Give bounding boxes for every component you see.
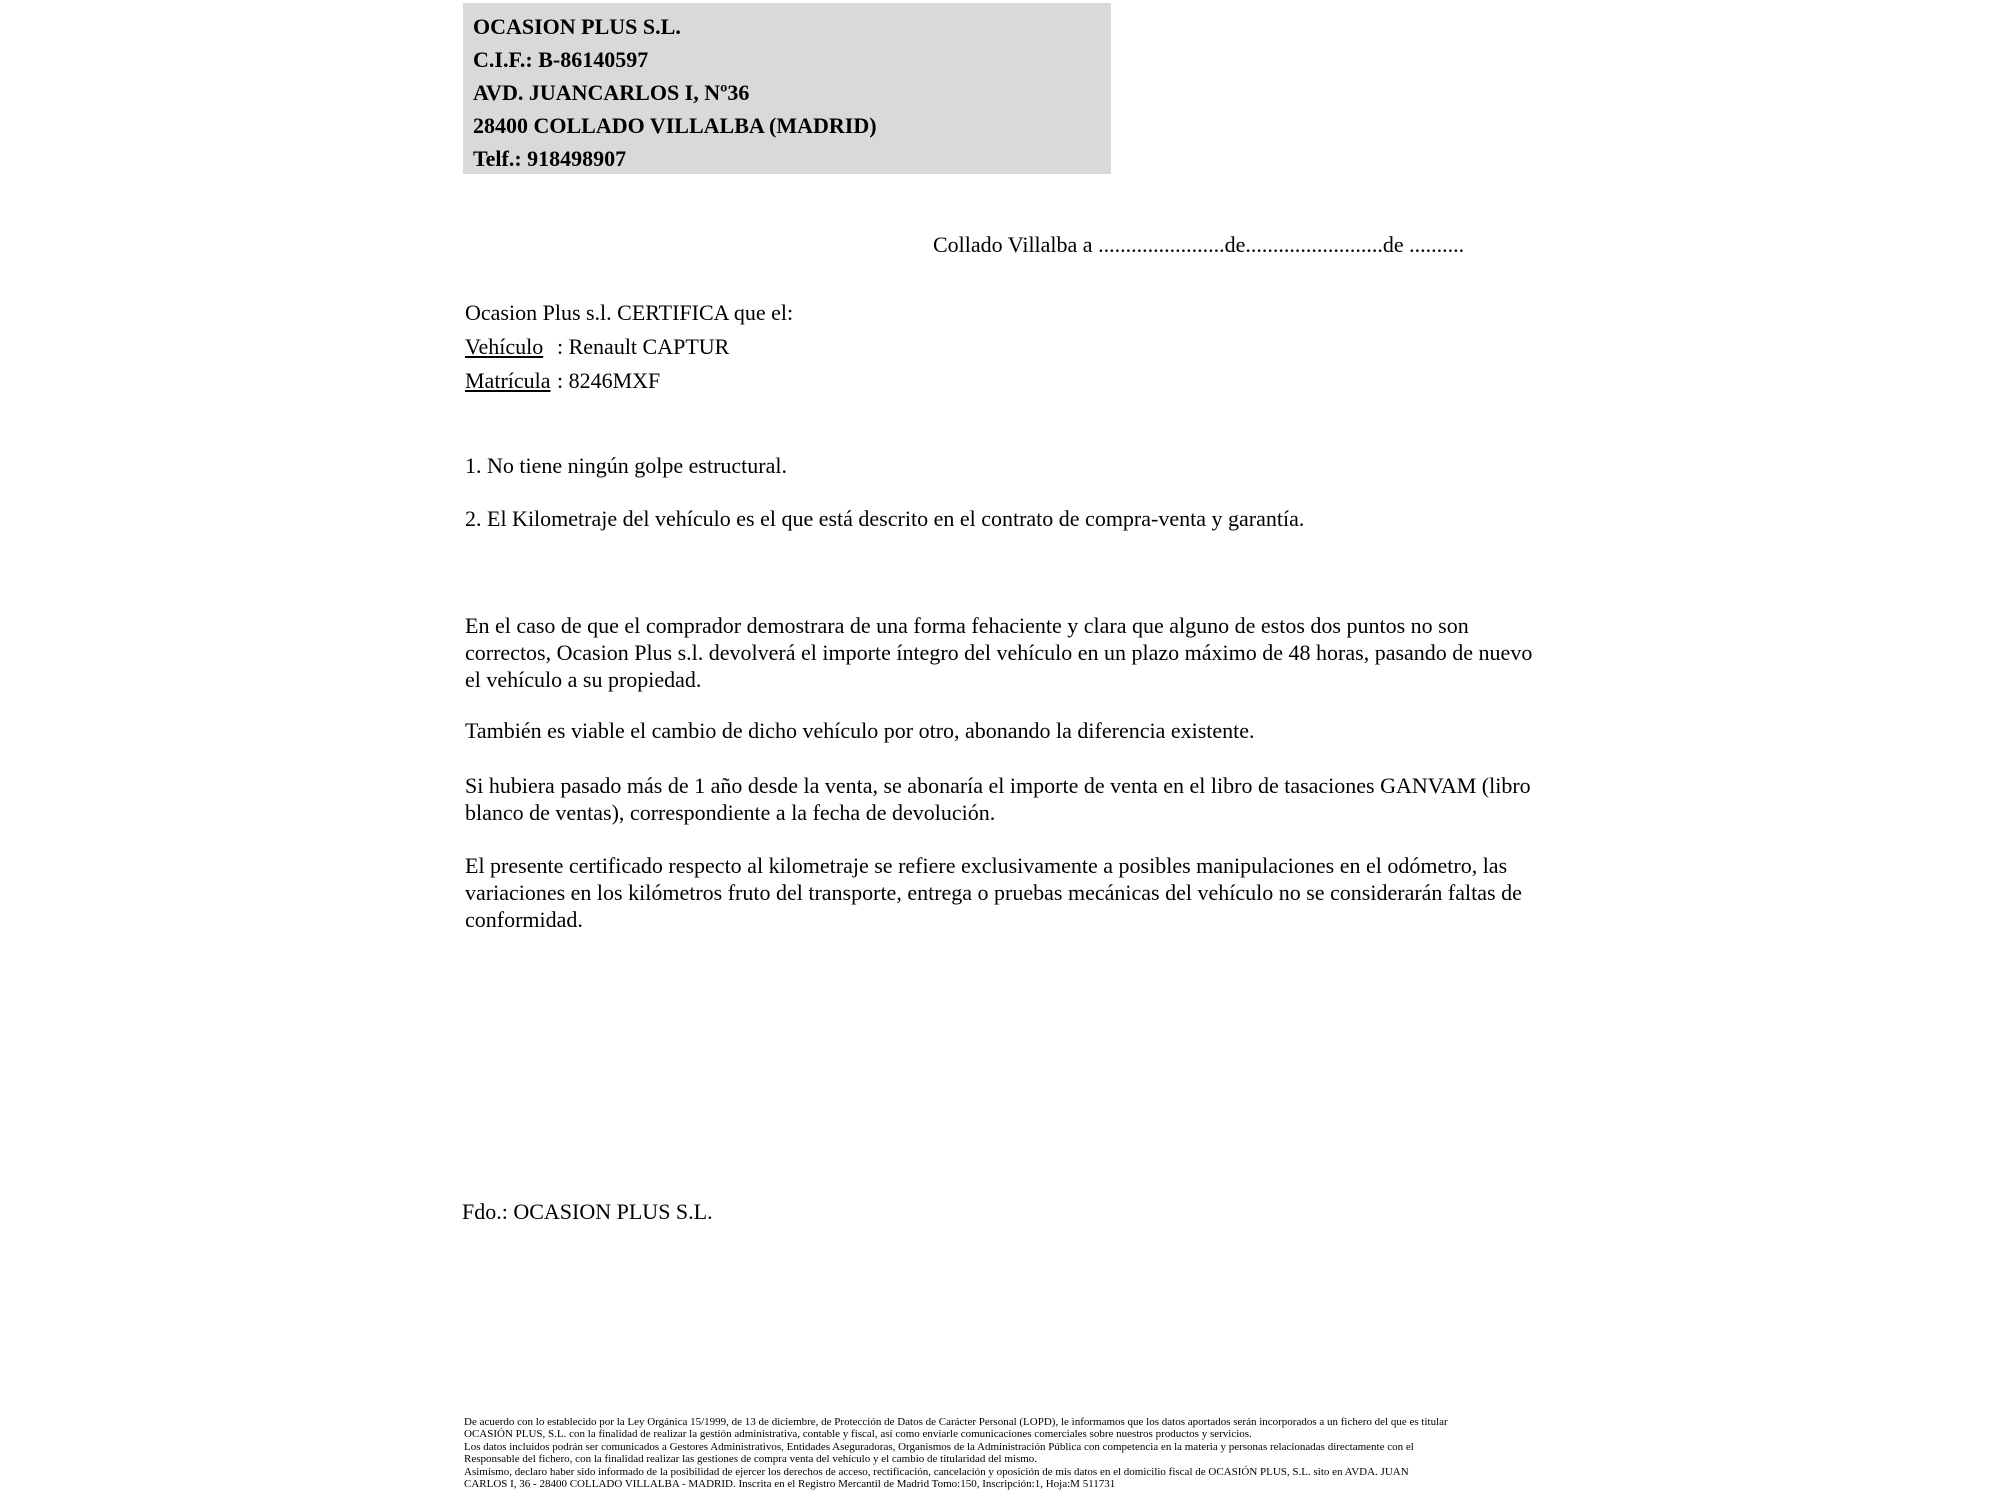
footer-line-lopd: De acuerdo con lo establecido por la Ley Orgánica 15/1999, de 13 de diciembre, de Protección de Datos de Carácter Personal (LOPD), le informamos que los datos aportados serán incorporados a un fichero del que es titular	[464, 1416, 1448, 1428]
paragraph-refund-policy: En el caso de que el comprador demostrara de una forma fehaciente y clara que alguno de estos dos puntos no son correctos, Ocasion Plus s.l. devolverá el importe íntegro del vehículo en un plazo máximo de 48 horas, pasando de nuevo el vehículo a su propiedad.	[465, 613, 1533, 692]
company-city: 28400 COLLADO VILLALBA (MADRID)	[473, 113, 877, 138]
clause-structural: 1. No tiene ningún golpe estructural.	[465, 453, 787, 478]
signature-line: Fdo.: OCASION PLUS S.L.	[462, 1199, 713, 1224]
certify-intro: Ocasion Plus s.l. CERTIFICA que el:	[465, 300, 794, 325]
vehicle-label: Vehículo	[465, 334, 544, 359]
vehicle-row	[465, 333, 729, 360]
footer-line-responsable: Responsable del fichero, con la finalidad realizar las gestiones de compra venta del vehículo y el cambio de titularidad del mismo.	[464, 1453, 1038, 1466]
date-blank-line: Collado Villalba a .......................de.........................de ..........	[933, 232, 1465, 257]
footer-line-registry: CARLOS I, 36 - 28400 COLLADO VILLALBA - MADRID. Inscrita en el Registro Mercantil de Madrid Tomo:150, Inscripción:1, Hoja:M 511731	[464, 1478, 1116, 1491]
vehicle-value: : Renault CAPTUR	[557, 334, 730, 359]
plate-row	[465, 367, 660, 394]
company-letterhead	[463, 3, 1111, 174]
footer-line-rights: Asimismo, declaro haber sido informado de la posibilidad de ejercer los derechos de acceso, rectificación, cancelación y oposición de mis datos en el domicilio fiscal de OCASIÓN PLUS, S.L. sito en AVDA. JUAN	[464, 1465, 1409, 1478]
footer-line-purpose: OCASIÓN PLUS, S.L. con la finalidad de realizar la gestión administrativa, contable y fiscal, así como enviarle comunicaciones comerciales sobre nuestros productos y servicios.	[464, 1428, 1252, 1441]
plate-label: Matrícula	[465, 368, 551, 393]
paragraph-exchange-option: También es viable el cambio de dicho vehículo por otro, abonando la diferencia existente.	[465, 718, 1255, 743]
legal-footer	[464, 1416, 1594, 1490]
paragraph-ganvam-valuation: Si hubiera pasado más de 1 año desde la venta, se abonaría el importe de venta en el libro de tasaciones GANVAM (libro blanco de ventas), correspondiente a la fecha de devolución.	[465, 773, 1531, 825]
plate-value: : 8246MXF	[557, 368, 661, 393]
company-phone: Telf.: 918498907	[473, 146, 627, 171]
company-address: AVD. JUANCARLOS I, Nº36	[473, 80, 750, 105]
paragraph-odometer-disclaimer: El presente certificado respecto al kilometraje se refiere exclusivamente a posibles manipulaciones en el odómetro, las variaciones en los kilómetros fruto del transporte, entrega o pruebas mecánicas del vehículo no se considerarán faltas de conformidad.	[465, 853, 1522, 932]
company-name: OCASION PLUS S.L.	[473, 14, 681, 39]
company-cif: C.I.F.: B-86140597	[473, 47, 649, 72]
footer-line-data-sharing: Los datos incluidos podrán ser comunicados a Gestores Administrativos, Entidades Aseguradoras, Organismos de la Administración Pública con competencia en la materia y personas relacionadas directamente con el	[464, 1440, 1414, 1453]
clause-mileage: 2. El Kilometraje del vehículo es el que está descrito en el contrato de compra-venta y garantía.	[465, 506, 1305, 531]
